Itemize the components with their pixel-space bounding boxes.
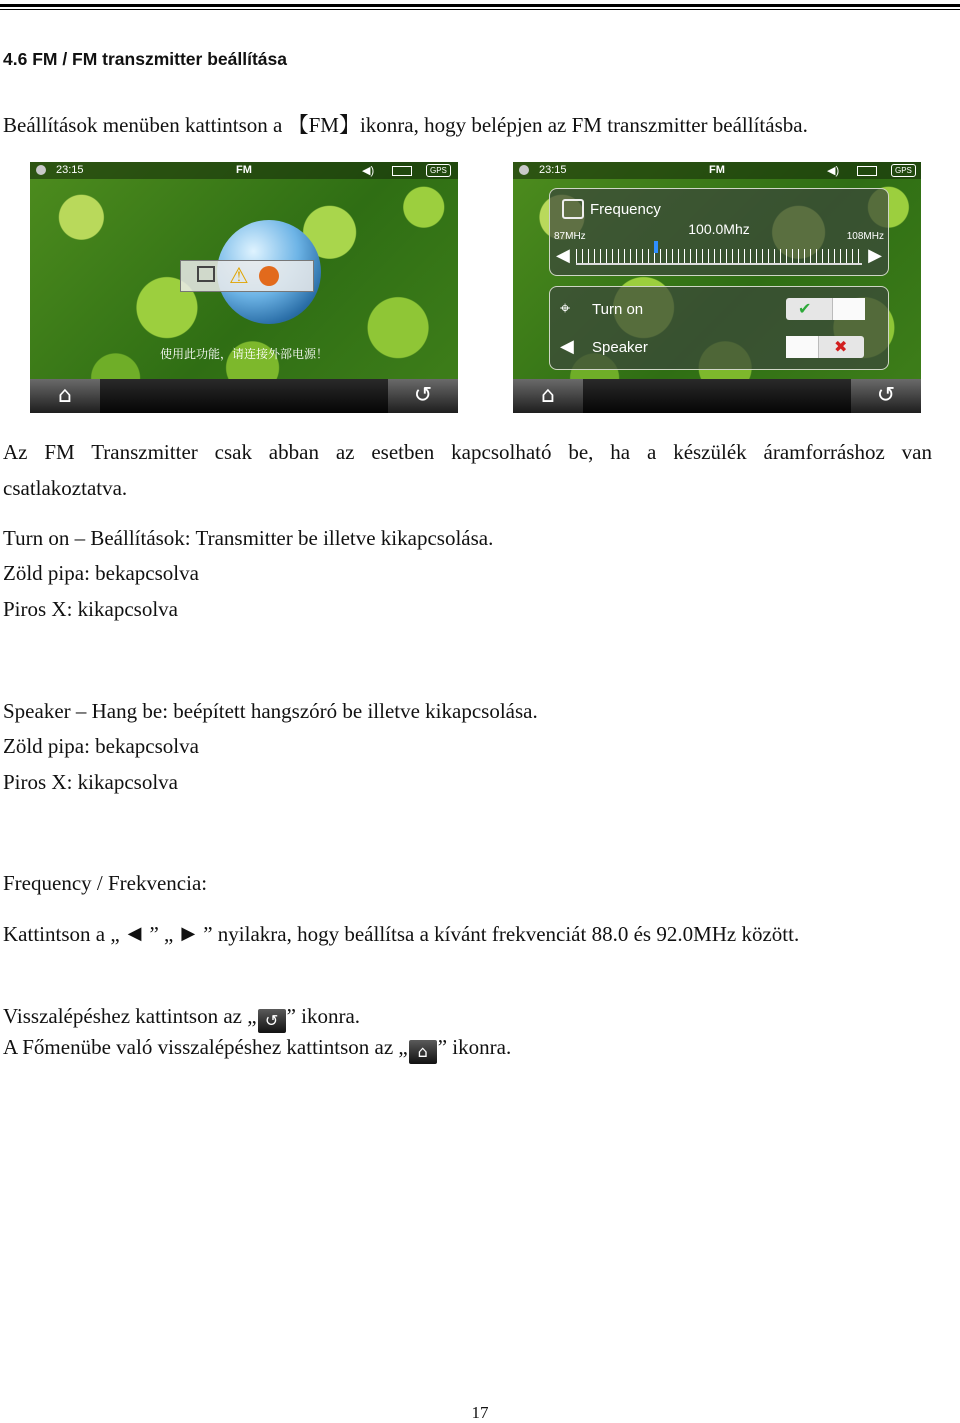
frequency-label: Frequency <box>590 201 661 218</box>
right-arrow-icon: ▶ <box>181 923 196 944</box>
home-icon: ⌂ <box>409 1040 437 1064</box>
home-button[interactable] <box>30 379 100 413</box>
back-icon: ↺ <box>413 383 433 408</box>
bottom-bar <box>30 379 458 413</box>
power-note-line1: Az FM Transzmitter csak abban az esetben kapcsolható be, ha a készülék áramforráshoz van <box>3 440 932 464</box>
frequency-value: 100.0Mhz <box>688 221 750 237</box>
frequency-text-part2: ” „ <box>149 922 174 946</box>
power-note-line2: csatlakoztatva. <box>3 476 128 500</box>
frequency-min: 87MHz <box>554 231 586 242</box>
turn-on-description: Turn on – Beállítások: Transmitter be illetve kikapcsolása. <box>3 526 494 550</box>
top-rule-thin <box>0 9 960 10</box>
turn-on-row <box>550 291 888 327</box>
antenna-icon: ⌖ <box>560 298 571 318</box>
back-text-part2: ” ikonra. <box>286 1004 361 1028</box>
screen-title: FM <box>236 164 252 176</box>
check-icon: ✔ <box>798 299 812 318</box>
warning-icon: ⚠ <box>229 263 249 288</box>
plug-icon <box>259 266 279 286</box>
frequency-panel <box>549 188 889 276</box>
status-time: 23:15 <box>539 164 567 176</box>
volume-icon: ◀) <box>827 165 840 177</box>
warning-dialog <box>180 260 314 292</box>
home-icon: ⌂ <box>58 383 72 408</box>
home-text-part1: A Főmenübe való visszalépéshez kattintson az „ <box>3 1035 408 1059</box>
status-bar <box>30 162 458 179</box>
toggle-knob <box>832 298 865 320</box>
turn-on-label: Turn on <box>592 301 644 318</box>
warning-message: 使用此功能，请连接外部电源！ <box>159 347 328 361</box>
radio-icon <box>562 199 584 219</box>
frequency-text-part3: ” nyilakra, hogy beállítsa a kívánt frekvenciát 88.0 és 92.0MHz között. <box>203 922 800 946</box>
toggle-knob <box>786 336 819 358</box>
left-arrow-icon: ◀ <box>127 923 142 944</box>
turn-on-green: Zöld pipa: bekapcsolva <box>3 561 199 585</box>
back-icon: ↺ <box>876 383 896 408</box>
speaker-description: Speaker – Hang be: beépített hangszóró be illetve kikapcsolása. <box>3 699 538 723</box>
device-icon <box>197 266 215 282</box>
gps-badge: GPS <box>891 164 916 177</box>
frequency-scale[interactable] <box>576 249 862 265</box>
device-screenshot-fm-settings <box>513 162 921 413</box>
speaker-icon: ◀ <box>560 336 574 356</box>
frequency-up-arrow-icon[interactable]: ▶ <box>868 245 882 265</box>
home-icon: ⌂ <box>541 383 555 408</box>
speaker-label: Speaker <box>592 339 648 356</box>
back-button[interactable] <box>851 379 921 413</box>
status-bar <box>513 162 921 179</box>
gps-badge: GPS <box>426 164 451 177</box>
back-button[interactable] <box>388 379 458 413</box>
volume-icon: ◀) <box>362 165 375 177</box>
frequency-instruction <box>3 922 799 946</box>
frequency-heading: Frequency / Frekvencia: <box>3 871 208 895</box>
back-icon: ↺ <box>258 1009 286 1033</box>
frequency-down-arrow-icon[interactable]: ◀ <box>556 245 570 265</box>
back-text-part1: Visszalépéshez kattintson az „ <box>3 1004 257 1028</box>
speaker-row <box>550 329 888 365</box>
turn-on-red: Piros X: kikapcsolva <box>3 597 178 621</box>
home-button[interactable] <box>513 379 583 413</box>
bottom-bar <box>513 379 921 413</box>
page-number: 17 <box>471 1403 489 1422</box>
home-text-part2: ” ikonra. <box>437 1035 512 1059</box>
device-screenshot-warning <box>30 162 458 413</box>
section-heading: 4.6 FM / FM transzmitter beállítása <box>3 49 287 69</box>
status-time: 23:15 <box>56 164 84 176</box>
control-panel <box>549 286 889 370</box>
speaker-red: Piros X: kikapcsolva <box>3 770 178 794</box>
turn-on-toggle[interactable] <box>786 298 864 320</box>
speaker-green: Zöld pipa: bekapcsolva <box>3 734 199 758</box>
frequency-max: 108MHz <box>846 231 884 242</box>
frequency-marker[interactable] <box>654 241 658 253</box>
battery-icon <box>857 166 877 176</box>
intro-paragraph: Beállítások menüben kattintson a 【FM】ikonra, hogy belépjen az FM transzmitter beállításba. <box>3 113 808 137</box>
home-instruction <box>3 1035 511 1064</box>
battery-icon <box>392 166 412 176</box>
cross-icon: ✖ <box>834 337 848 356</box>
screen-title: FM <box>709 164 725 176</box>
back-instruction <box>3 1004 360 1033</box>
speaker-toggle[interactable] <box>786 336 864 358</box>
top-rule-thick <box>0 4 960 7</box>
frequency-text-part1: Kattintson a „ <box>3 922 120 946</box>
